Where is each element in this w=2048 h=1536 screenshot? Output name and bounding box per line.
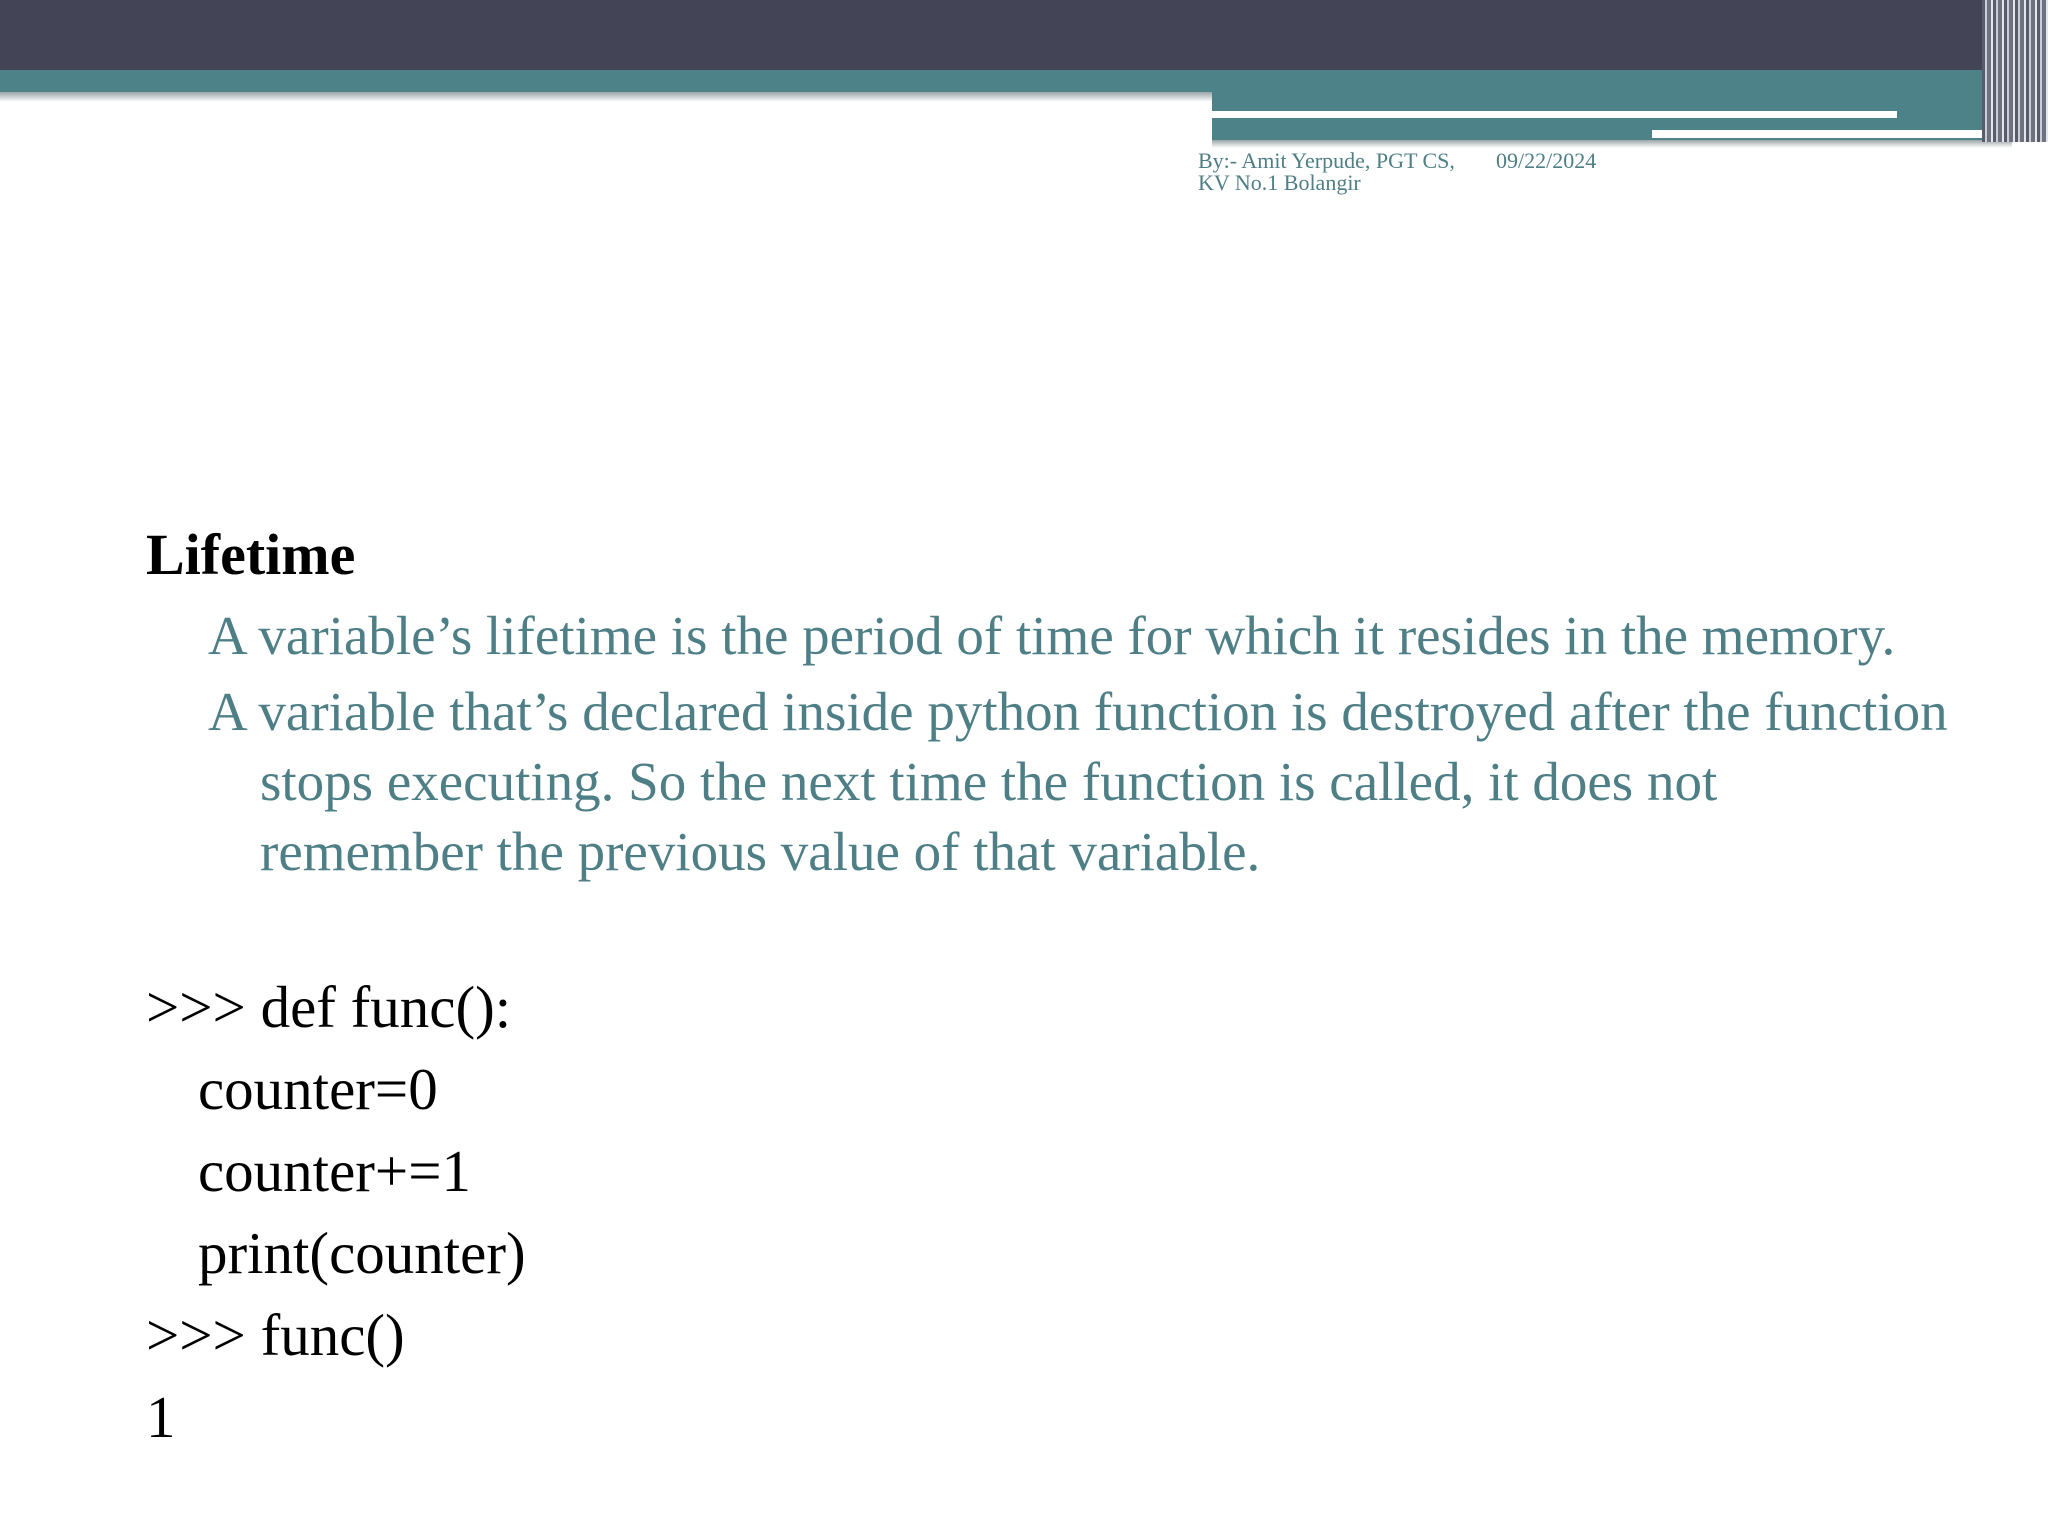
slide-title: Lifetime	[146, 522, 356, 587]
header-white-stripe	[1212, 111, 1897, 118]
bullet-item: A variable’s lifetime is the period of time for which it resides in the memory.	[208, 605, 1896, 666]
author-credit: By:- Amit Yerpude, PGT CS, KV No.1 Bolangir	[1198, 148, 1455, 195]
code-line: counter+=1	[198, 1138, 471, 1204]
header-vertical-stripes	[1982, 0, 2048, 142]
code-line: print(counter)	[198, 1220, 526, 1286]
code-line: >>> func()	[146, 1302, 405, 1368]
code-output: 1	[146, 1384, 176, 1450]
bullet-item: A variable that’s declared inside python function is destroyed after the function stops executing. So the next time the function is called, it does not remember the previous value of that variable.	[208, 681, 1948, 882]
code-example	[146, 966, 526, 1458]
code-line: >>> def func():	[146, 974, 512, 1040]
header-band-dark	[0, 0, 2048, 70]
code-line: counter=0	[198, 1056, 438, 1122]
header-white-stripe-short	[1652, 130, 2012, 138]
slide-date: 09/22/2024	[1496, 148, 1597, 173]
bullet-list	[208, 601, 1948, 893]
header-band-right-shadow	[1212, 140, 2012, 148]
